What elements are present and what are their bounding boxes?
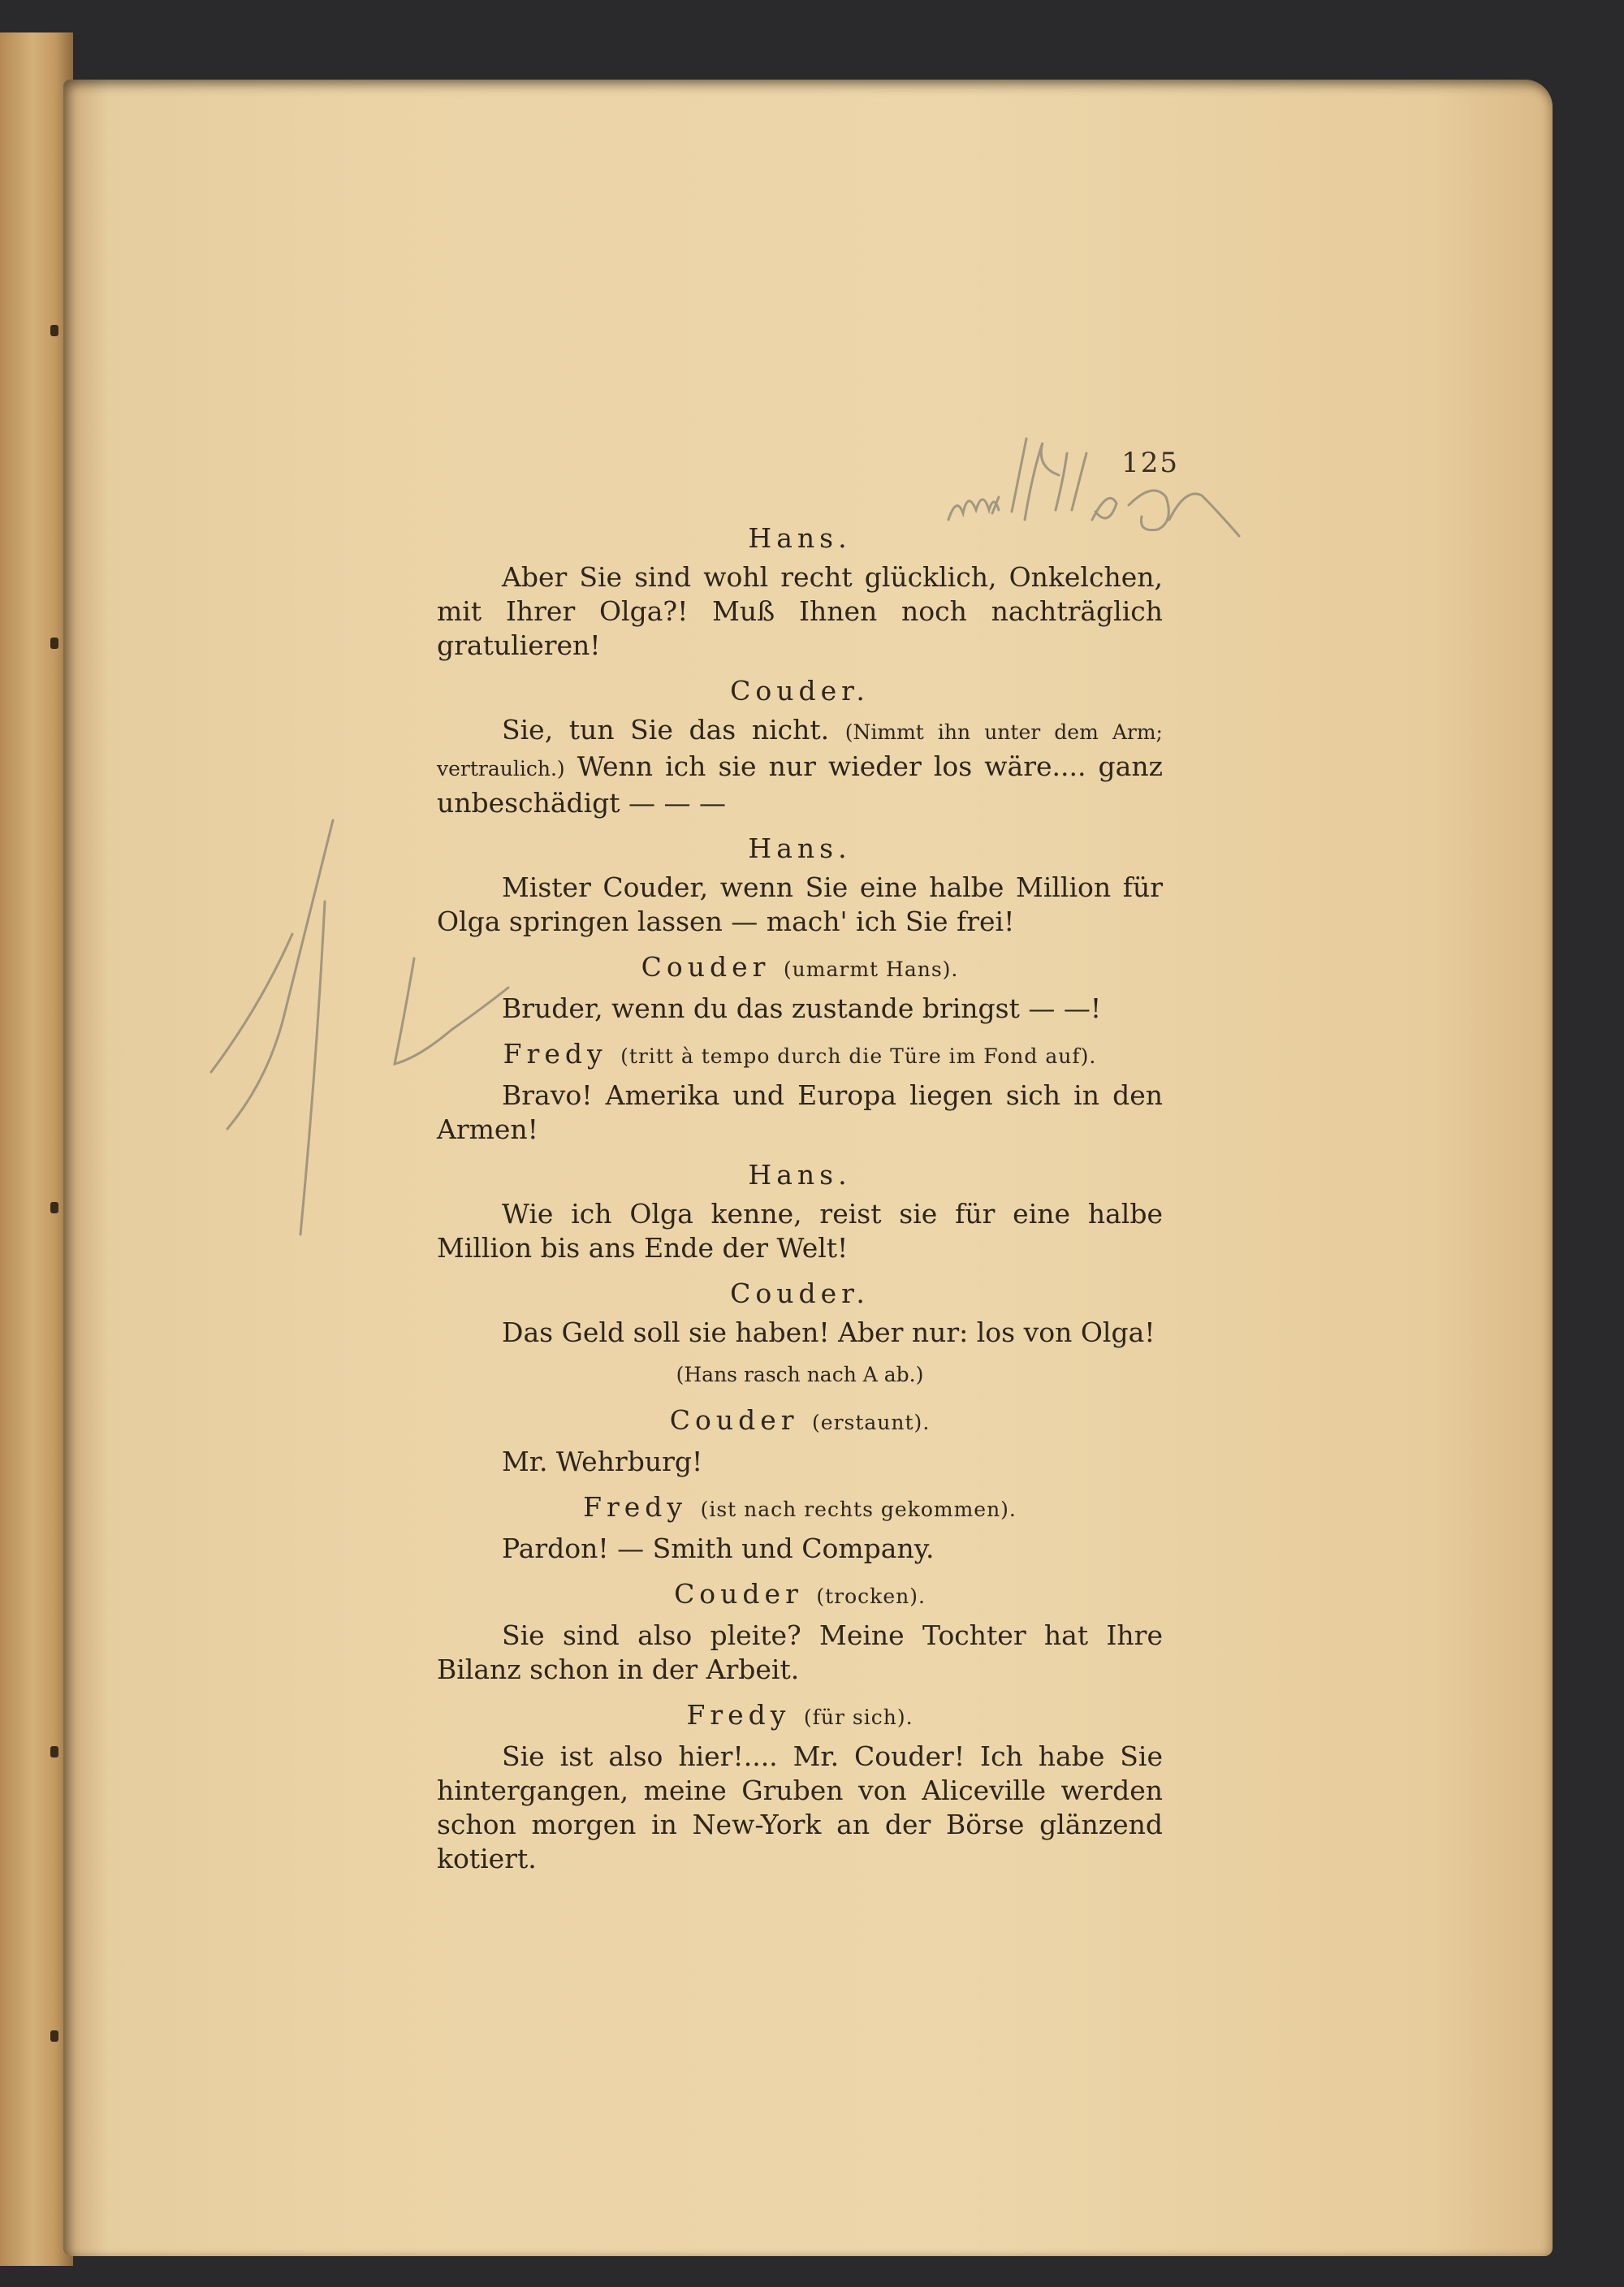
play-text [437,510,1163,1876]
speaker-hans: Hans. [748,832,852,864]
speaker-couder: Couder. [730,675,870,707]
speaker-fredy [437,1698,1163,1735]
binding-stitch [50,638,58,649]
dialogue-line: Pardon! — Smith und Company. [502,1533,935,1564]
stage-direction: (für sich). [803,1706,914,1729]
page-number: 125 [1121,447,1179,479]
dialogue-text: Sie, tun Sie das nicht. [502,714,830,746]
speaker-name: Fredy [503,1038,607,1070]
stage-direction: (tritt à tempo durch die Türe im Fond auf). [620,1044,1097,1068]
speaker-couder [437,1403,1163,1440]
dialogue-line: Sie ist also hier!.... Mr. Couder! Ich habe Sie hintergangen, meine Gruben von Aliceville werden schon morgen in New-York an der Börse glänzend kotiert. [437,1740,1163,1874]
stage-direction: (trocken). [816,1584,926,1608]
binding-stitch [50,2030,58,2042]
dialogue-line: Bruder, wenn du das zustande bringst — —! [502,992,1102,1024]
speaker-fredy [437,1037,1163,1074]
speaker-name: Couder [674,1578,803,1610]
binding-stitch [50,1746,58,1757]
speaker-hans: Hans. [748,522,852,554]
left-page-edge [0,32,73,2266]
dialogue-line: Mr. Wehrburg! [502,1446,703,1477]
speaker-name: Couder [641,951,771,983]
stage-direction: (umarmt Hans). [783,958,959,981]
dialogue-text: Wenn ich sie nur wieder los wäre.... ganz unbeschädigt — — — [437,750,1163,819]
stage-direction: (Nimmt ihn unter dem Arm; vertraulich.) [437,720,1163,780]
dialogue-line: Bravo! Amerika und Europa liegen sich in den Armen! [437,1079,1163,1145]
speaker-couder: Couder. [730,1278,870,1309]
speaker-name: Fredy [686,1699,791,1731]
dialogue-line: Sie sind also pleite? Meine Tochter hat Ihre Bilanz schon in der Arbeit. [437,1619,1163,1685]
stage-direction: (erstaunt). [812,1411,931,1434]
speaker-hans: Hans. [748,1159,852,1191]
dialogue-line: Wie ich Olga kenne, reist sie für eine halbe Million bis ans Ende der Welt! [437,1198,1163,1264]
dialogue-line: Das Geld soll sie haben! Aber nur: los von Olga! [502,1316,1155,1348]
dialogue-line: Aber Sie sind wohl recht glücklich, Onkelchen, mit Ihrer Olga?! Muß Ihnen noch nachträglich gratulieren! [437,561,1163,661]
speaker-couder [437,950,1163,987]
binding-stitch [50,1202,58,1213]
dialogue-line [437,713,1163,820]
speaker-name: Couder [669,1404,799,1436]
stage-direction: (Hans rasch nach A ab.) [676,1363,924,1386]
dialogue-line: Mister Couder, wenn Sie eine halbe Million für Olga springen lassen — mach' ich Sie frei! [437,871,1163,937]
speaker-fredy [437,1490,1163,1527]
speaker-name: Fredy [583,1491,688,1523]
stage-direction: (ist nach rechts gekommen). [700,1498,1017,1521]
binding-stitch [50,325,58,336]
speaker-couder [437,1577,1163,1614]
